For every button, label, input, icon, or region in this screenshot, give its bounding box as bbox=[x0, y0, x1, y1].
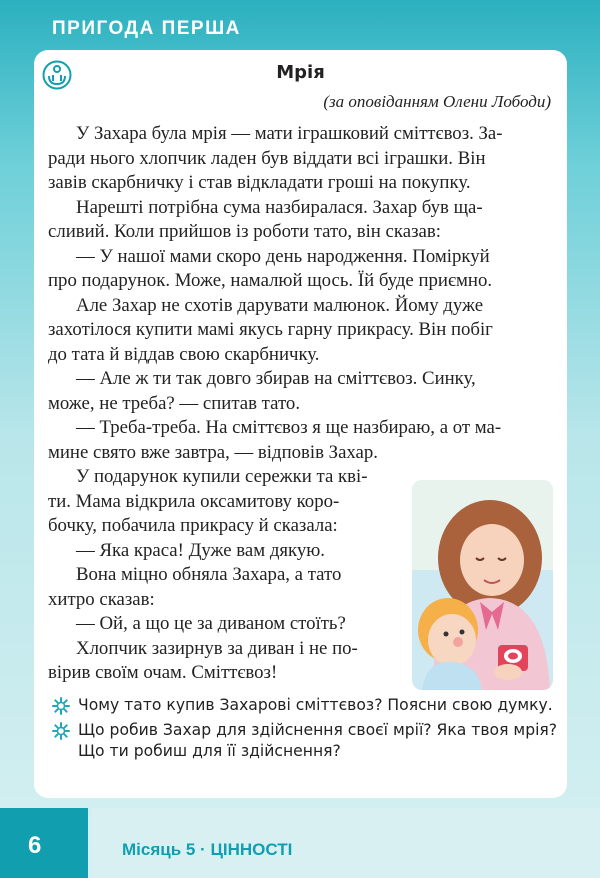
question-text: Чому тато купив Захарові сміттєвоз? Поясни свою думку. bbox=[78, 696, 553, 714]
mother-and-son-with-gift-illustration bbox=[412, 480, 553, 690]
story-line: Вона міцно обняла Захара, а тато bbox=[76, 564, 342, 585]
story-line: хитро сказав: bbox=[48, 588, 155, 610]
page-number: 6 bbox=[28, 832, 42, 859]
story-title: Мрія bbox=[276, 62, 325, 83]
story-line: до тата й віддав свою скарбничку. bbox=[48, 343, 320, 365]
story-card bbox=[34, 50, 567, 798]
story-line: ради нього хлопчик ладен був віддати всі іграшки. Він bbox=[48, 147, 486, 169]
story-line: У подарунок купили сережки та кві- bbox=[76, 466, 368, 487]
story-line: захотілося купити мамі якусь гарну прикрасу. Він побіг bbox=[48, 319, 493, 340]
story-line: вірив своїм очам. Сміттєвоз! bbox=[48, 662, 278, 683]
story-line: мине свято вже завтра, — відповів Захар. bbox=[48, 441, 378, 463]
star-bullet-icon bbox=[52, 722, 70, 740]
story-line: ти. Мама відкрила оксамитову коро- bbox=[48, 490, 340, 512]
story-line: — Треба-треба. На сміттєвоз я ще назбираю, а от ма- bbox=[76, 417, 502, 438]
story-line: бочку, побачила прикрасу й сказала: bbox=[48, 515, 338, 536]
story-line: Хлопчик зазирнув за диван і не по- bbox=[76, 637, 358, 659]
questions-list bbox=[48, 695, 558, 766]
story-line: завів скарбничку і став відкладати гроші на покупку. bbox=[48, 172, 471, 193]
story-line: Але Захар не схотів дарувати малюнок. Йому дуже bbox=[76, 294, 484, 316]
story-line: сливий. Коли прийшов із роботи тато, він сказав: bbox=[48, 221, 441, 242]
question-item bbox=[48, 720, 558, 762]
question-item bbox=[48, 695, 558, 716]
story-line: — Ой, а що це за диваном стоїть? bbox=[76, 613, 346, 634]
story-line: У Захара була мрія — мати іграшковий сміттєвоз. За- bbox=[76, 123, 503, 144]
story-line: — Але ж ти так довго збирав на сміттєвоз. Синку, bbox=[76, 368, 476, 389]
story-subtitle: (за оповіданням Олени Лободи) bbox=[323, 92, 551, 111]
story-line: про подарунок. Може, намалюй щось. Їй буде приємно. bbox=[48, 270, 493, 291]
story-line: може, не треба? — спитав тато. bbox=[48, 392, 301, 414]
footer-section-label: Місяць 5 · ЦІННОСТІ bbox=[122, 840, 293, 859]
story-line: Нарешті потрібна сума назбиралася. Захар був ща- bbox=[76, 196, 483, 218]
section-title: ПРИГОДА ПЕРША bbox=[52, 18, 241, 39]
star-bullet-icon bbox=[52, 697, 70, 715]
page-number-tab bbox=[0, 808, 88, 878]
story-line: — Яка краса! Дуже вам дякую. bbox=[76, 539, 325, 561]
story-line: — У нашої мами скоро день народження. Поміркуй bbox=[76, 245, 490, 267]
question-text: Що робив Захар для здійснення своєї мрії? Яка твоя мрія? Що ти робиш для її здійснення? bbox=[78, 721, 558, 760]
